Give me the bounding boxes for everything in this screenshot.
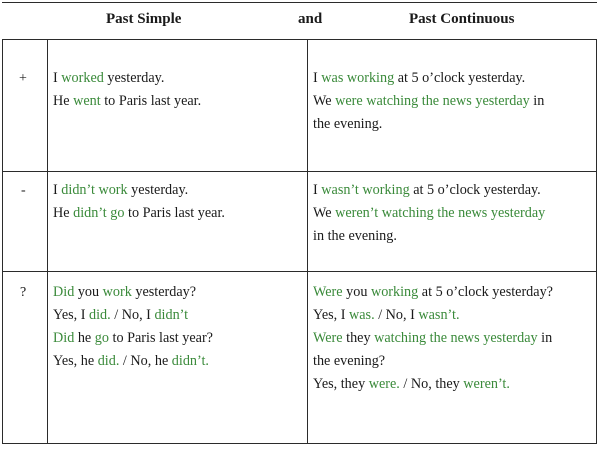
sentence-text: We <box>313 205 336 221</box>
verb-form-highlight: went <box>73 93 101 109</box>
sentence-line <box>313 350 553 373</box>
verb-form-highlight: were watching the news yesterday <box>335 93 530 109</box>
header-and: and <box>298 11 323 27</box>
sentence-text: / No, they <box>399 376 464 392</box>
sentence-line <box>313 202 545 225</box>
table-border-bottom <box>2 443 597 444</box>
sentence-text: I <box>53 182 62 198</box>
row-symbol-affirmative: + <box>19 71 27 86</box>
sentence-text: at 5 o’clock yesterday. <box>409 182 541 198</box>
sentence-text: Yes, they <box>313 376 369 392</box>
sentence-line <box>313 373 553 396</box>
verb-form-highlight: were. <box>368 376 400 392</box>
header-past-simple: Past Simple <box>106 11 182 27</box>
table-border-row2 <box>2 271 597 272</box>
sentence-text: I <box>313 70 322 86</box>
cell-continuous-negative <box>313 179 545 248</box>
sentence-line <box>313 67 544 90</box>
table-border-symbol-col <box>47 39 48 444</box>
table-border-row1 <box>2 171 597 172</box>
sentence-line <box>53 90 201 113</box>
verb-form-highlight: worked <box>61 70 104 86</box>
verb-form-highlight: didn’t go <box>73 205 125 221</box>
sentence-text: Yes, I <box>53 307 90 323</box>
verb-form-highlight: Did <box>53 284 75 300</box>
verb-form-highlight: didn’t <box>154 307 189 323</box>
sentence-text: in <box>529 93 545 109</box>
sentence-line <box>313 113 544 136</box>
sentence-text: the evening. <box>313 116 383 132</box>
sentence-line <box>313 304 553 327</box>
sentence-text: to Paris last year? <box>108 330 213 346</box>
sentence-line <box>313 90 544 113</box>
sentence-text: in the evening. <box>313 228 397 244</box>
sentence-line <box>53 179 225 202</box>
sentence-text: at 5 o’clock yesterday. <box>394 70 526 86</box>
cell-simple-negative <box>53 179 225 225</box>
sentence-text: / No, I <box>374 307 419 323</box>
sentence-text: yesterday. <box>103 70 165 86</box>
verb-form-highlight: Did <box>53 330 75 346</box>
cell-continuous-question <box>313 281 553 396</box>
table-border-header <box>2 39 597 40</box>
sentence-text: Yes, he <box>53 353 98 369</box>
sentence-line <box>53 350 213 373</box>
sentence-line <box>313 281 553 304</box>
table-border-right <box>596 39 597 444</box>
verb-form-highlight: was working <box>321 70 395 86</box>
sentence-line <box>53 327 213 350</box>
table-border-left <box>2 39 3 444</box>
sentence-text: / No, he <box>119 353 172 369</box>
verb-form-highlight: Were <box>313 330 343 346</box>
sentence-text: you <box>74 284 103 300</box>
verb-form-highlight: working <box>370 284 419 300</box>
sentence-text: yesterday? <box>131 284 197 300</box>
table-border-middle <box>307 39 308 444</box>
verb-form-highlight: go <box>94 330 109 346</box>
sentence-text: He <box>53 205 74 221</box>
row-symbol-negative: - <box>21 183 26 198</box>
sentence-text: they <box>342 330 375 346</box>
sentence-line <box>53 202 225 225</box>
table-border-top <box>2 2 597 3</box>
sentence-text: to Paris last year. <box>124 205 225 221</box>
sentence-text: I <box>313 182 322 198</box>
cell-simple-affirmative <box>53 67 201 113</box>
sentence-line <box>313 225 545 248</box>
verb-form-highlight: didn’t. <box>171 353 209 369</box>
sentence-text: / No, I <box>110 307 155 323</box>
verb-form-highlight: watching the news yesterday <box>374 330 538 346</box>
sentence-text: the evening? <box>313 353 386 369</box>
verb-form-highlight: didn’t work <box>61 182 128 198</box>
cell-simple-question <box>53 281 213 373</box>
sentence-line <box>313 327 553 350</box>
sentence-line <box>53 67 201 90</box>
sentence-text: at 5 o’clock yesterday? <box>418 284 553 300</box>
sentence-line <box>313 179 545 202</box>
sentence-line <box>53 281 213 304</box>
verb-form-highlight: weren’t. <box>463 376 510 392</box>
sentence-text: He <box>53 93 74 109</box>
verb-form-highlight: Were <box>313 284 343 300</box>
cell-continuous-affirmative <box>313 67 544 136</box>
sentence-text: yesterday. <box>127 182 189 198</box>
verb-form-highlight: did. <box>97 353 120 369</box>
sentence-text: We <box>313 93 336 109</box>
verb-form-highlight: wasn’t. <box>418 307 460 323</box>
verb-form-highlight: was. <box>349 307 375 323</box>
verb-form-highlight: did. <box>89 307 111 323</box>
row-symbol-question: ? <box>20 285 27 300</box>
verb-form-highlight: wasn’t working <box>321 182 410 198</box>
verb-form-highlight: work <box>102 284 132 300</box>
sentence-text: he <box>74 330 95 346</box>
sentence-text: you <box>342 284 371 300</box>
sentence-text: I <box>53 70 62 86</box>
sentence-text: in <box>537 330 553 346</box>
sentence-text: Yes, I <box>313 307 350 323</box>
sentence-text: to Paris last year. <box>100 93 202 109</box>
verb-form-highlight: weren’t watching the news yesterday <box>335 205 546 221</box>
header-past-continuous: Past Continuous <box>409 11 515 27</box>
sentence-line <box>53 304 213 327</box>
